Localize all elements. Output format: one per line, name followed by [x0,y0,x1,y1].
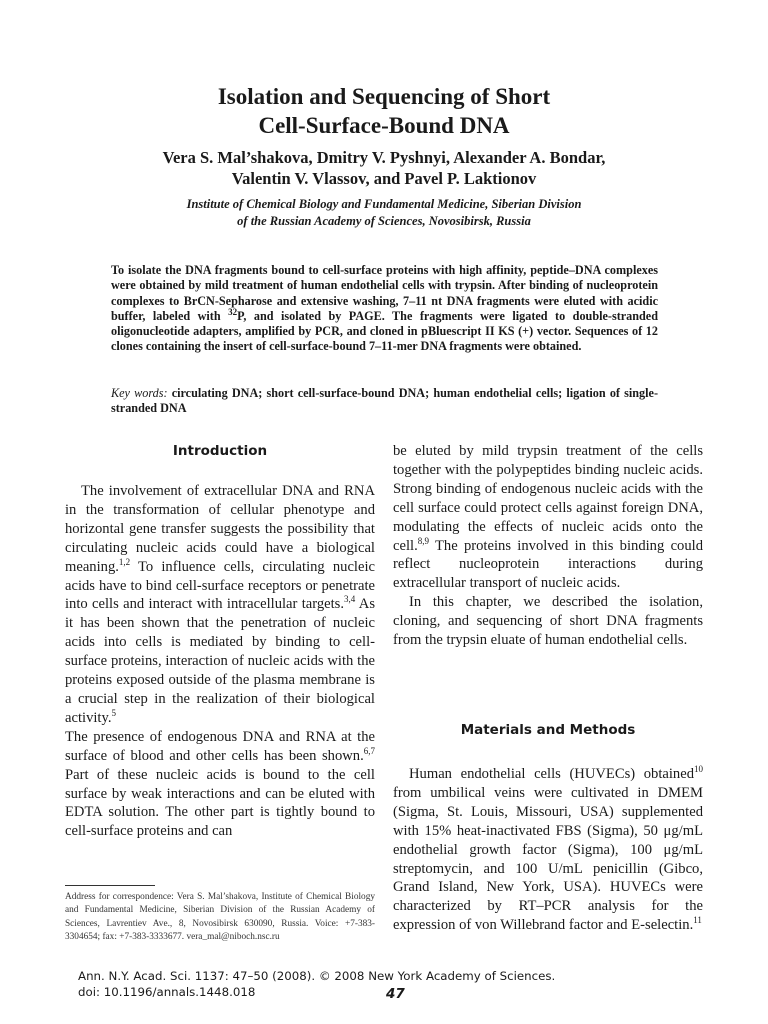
section-heading-introduction: Introduction [172,443,268,459]
ref-sup: 10 [694,764,703,775]
text: Part of these nucleic acids is bound to the cell surface by weak interactions and can be eluted with EDTA solution. The other part is tightly bound to cell-surface proteins and can [65,766,375,840]
ref-sup: 8,9 [417,535,429,546]
ref-sup: 11 [693,915,702,926]
affiliation-line-2: of the Russian Academy of Sciences, Novosibirsk, Russia [237,214,531,228]
materials-methods-text [393,765,703,935]
affiliation-line-1: Institute of Chemical Biology and Fundamental Medicine, Siberian Division [186,197,582,211]
correspondence-footnote: Address for correspondence: Vera S. Mal’shakova, Institute of Chemical Biology and Fundamental Medicine, Siberian Division of the Russian Academy of Sciences, Lavrentiev Ave., 8, Novosibirsk 630090, Russia. Voice: +7-383-3304654; fax: +7-383-3333677. vera_mal@niboch.nsc.ru [65,892,375,943]
ref-sup: 3,4 [344,594,356,605]
section-heading-materials-methods: Materials and Methods [460,722,636,738]
abstract-sup: 32 [228,306,238,317]
intro-paragraph-2 [65,728,375,841]
intro-paragraph-1 [65,482,375,728]
authors-line-2: Valentin V. Vlassov, and Pavel P. Laktionov [231,169,537,188]
text: from umbilical veins were cultivated in DMEM (Sigma, St. Louis, Missouri, USA) supplemented with 15% heat-inactivated FBS (Sigma), 50 μg/mL endothelial growth factor (Sigma), 100 μg/mL streptomycin, and 100 U/mL penicillin (Gibco, Grand Island, New York, USA). HUVECs were characterized by RT–PCR analysis for the expression of von Willebrand factor and E-selectin. [393,784,703,934]
page-number: 47 [386,986,405,1002]
ref-sup: 1,2 [118,556,131,567]
abstract [111,263,658,355]
text: To influence cells, circulating nucleic acids have to bind cell-surface receptors or penetrate into cells and interact with intracellular targets. [65,558,375,613]
text: The involvement of extracellular DNA and RNA in the transformation of cellular phenotype and horizontal gene transfer suggests the possibility that circulating nucleic acids could have a biological meaning. [65,483,375,575]
title-line-1: Isolation and Sequencing of Short [217,84,551,109]
affiliation [0,196,768,230]
text: The presence of endogenous DNA and RNA at the surface of blood and other cells has been shown. [65,728,375,764]
keywords-text: circulating DNA; short cell-surface-bound DNA; human endothelial cells; ligation of single-stranded DNA [111,386,658,416]
doi-line: doi: 10.1196/annals.1448.018 [78,985,256,999]
intro-paragraph-3 [393,442,703,593]
text: The proteins involved in this binding could reflect nucleoprotein interactions during extracellular transport of nucleic acids. [393,537,703,592]
title-line-2: Cell-Surface-Bound DNA [258,113,510,138]
article-title [0,82,768,140]
keywords [111,386,658,417]
authors-line-1: Vera S. Mal’shakova, Dmitry V. Pyshnyi, Alexander A. Bondar, [162,148,606,167]
left-column [65,482,375,841]
mm-paragraph-1 [393,765,703,935]
text: Human endothelial cells (HUVECs) obtained [409,766,694,782]
ref-sup: 6,7 [363,745,375,756]
abstract-text-a: To isolate the DNA fragments bound to cell-surface proteins with high affinity, peptide–DNA complexes were obtained by mild treatment of human endothelial cells with trypsin. After binding of nucleoprotein complexes to BrCN-Sepharose and extensive washing, 7–11 nt DNA fragments were eluted with acidic buffer, labeled with [111,263,658,323]
citation-line: Ann. N.Y. Acad. Sci. 1137: 47–50 (2008). © 2008 New York Academy of Sciences. [78,969,556,983]
abstract-text-b: P, and isolated by PAGE. The fragments were ligated to double-stranded oligonucleotide adapters, amplified by PCR, and cloned in pBluescript II KS (+) vector. Sequences of 12 clones containing the insert of cell-surface-bound 7–11-mer DNA fragments were obtained. [111,308,658,354]
right-column [393,442,703,650]
ref-sup: 5 [111,708,116,719]
text: be eluted by mild trypsin treatment of the cells together with the polypeptides binding nucleic acids. Strong binding of endogenous nucleic acids with the cell surface could protect cells against foreign DNA, modulating the effects of nucleic acids onto the cell. [393,443,703,554]
keywords-label: Key words: [111,386,168,400]
text: As it has been shown that the penetration of nucleic acids into cells is mediated by binding to cell-surface proteins, interaction of nucleic acids with the proteins exposed outside of the plasma membrane is a crucial step in the realization of their biological activity. [65,596,375,726]
footnote-divider [65,885,155,886]
author-list [0,147,768,189]
intro-paragraph-4: In this chapter, we described the isolation, cloning, and sequencing of short DNA fragments from the trypsin eluate of human endothelial cells. [393,594,703,649]
